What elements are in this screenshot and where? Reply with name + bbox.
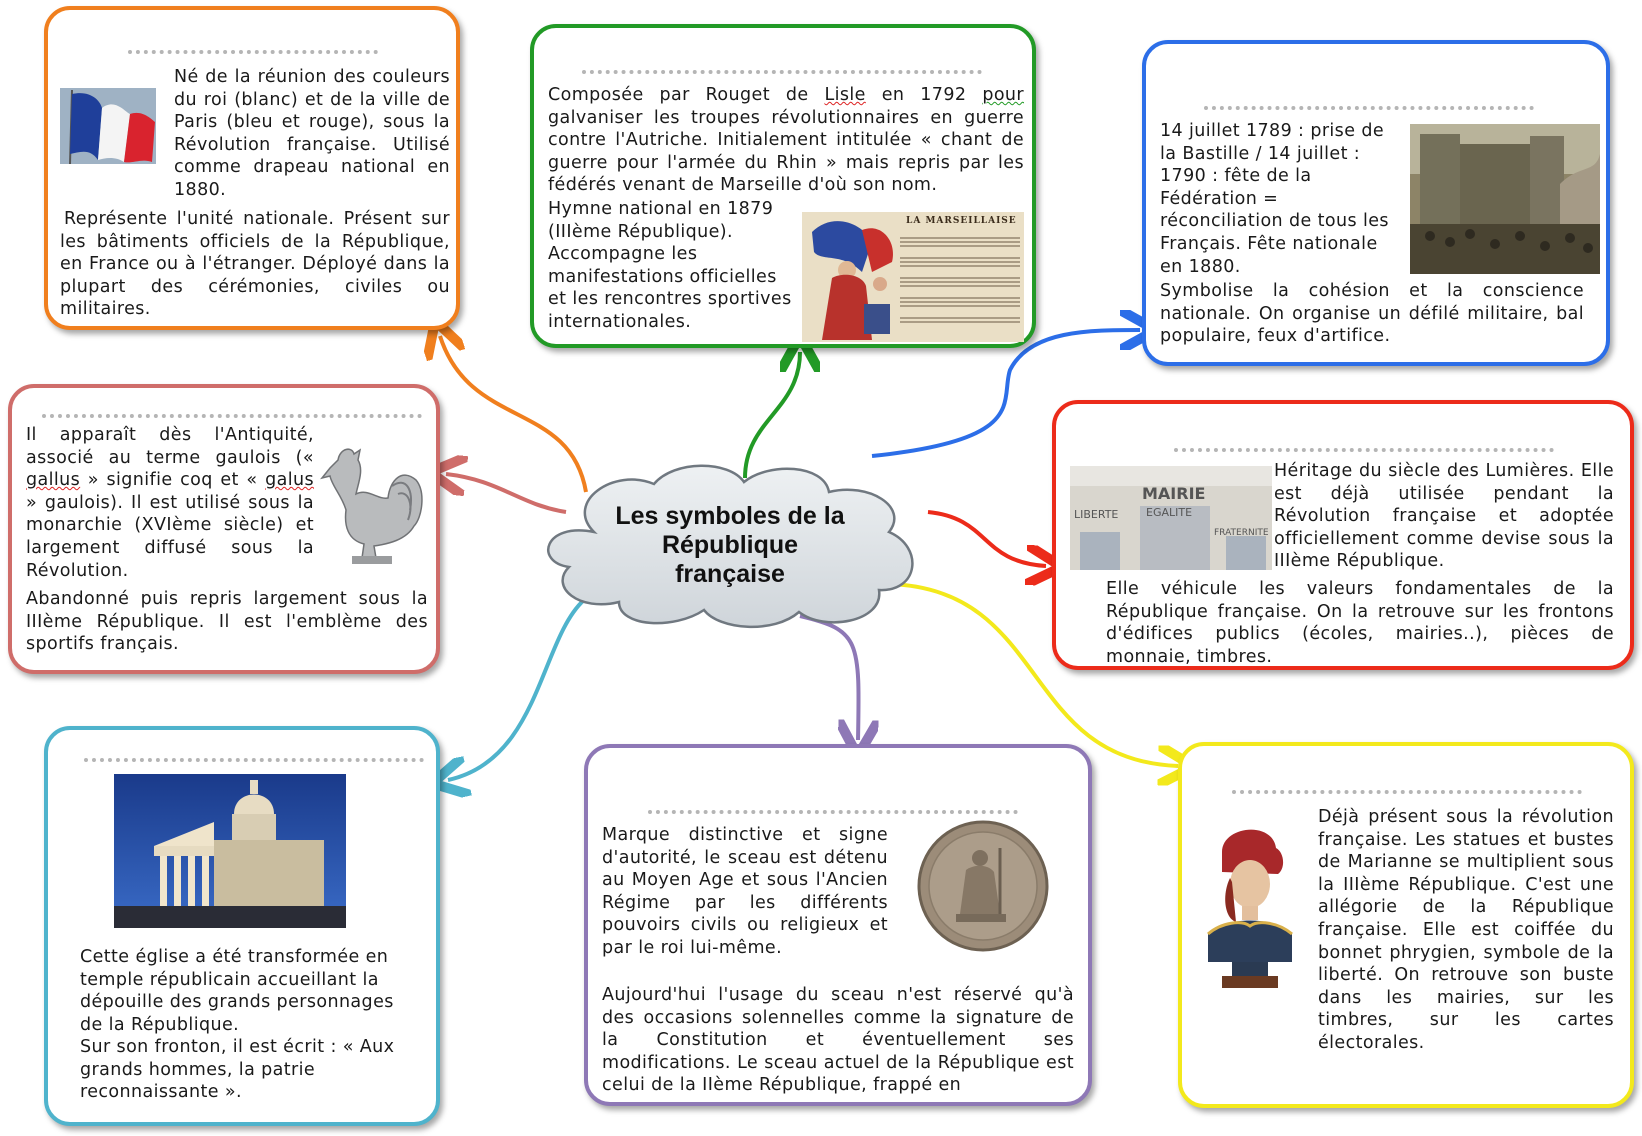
sceau-text-bottom: Aujourd'hui l'usage du sceau n'est réservé qu'à des occasions solennelles comme la signature de la Constitution et éventuellement ses modifications. Le sceau actuel de la République est celui de la IIème République, frappé en: [602, 985, 1074, 1096]
bastille-image: [1410, 124, 1600, 274]
marianne-image: [1192, 822, 1304, 992]
fete-text-bottom: Symbolise la cohésion et la conscience nationale. On organise un défilé militaire, bal populaire, feux d'artifice.: [1160, 281, 1584, 347]
marseillaise-caption: LA MARSEILLAISE: [906, 216, 1017, 226]
hymne-lisle: Lisle: [824, 85, 866, 105]
node-fete: [1142, 40, 1610, 366]
title-placeholder: [648, 810, 1018, 814]
center-title-line3: française: [675, 560, 785, 588]
flag-image: [60, 88, 156, 164]
node-hymne: [530, 24, 1036, 348]
fraternite-label: FRATERNITE: [1214, 528, 1269, 538]
pantheon-text-a: Cette église a été transformée en temple républicain accueillant la dépouille des grands personnages de la République.: [80, 947, 394, 1035]
pantheon-text-b: Sur son fronton, il est écrit : « Aux grands hommes, la patrie reconnaissante ».: [80, 1037, 395, 1103]
sceau-text-top: Marque distinctive et signe d'autorité, le sceau est détenu au Moyen Age et sous l'Ancien Régime par les différents pouvoirs civils ou religieux et par le roi lui-même.: [602, 825, 888, 958]
node-sceau: [584, 744, 1092, 1106]
sceau-image: [914, 818, 1052, 954]
marseillaise-image: [802, 212, 1024, 342]
arrow-devise: [928, 512, 1046, 566]
coq-line1: Il apparaît dès l'Antiquité, associé au terme gaulois: [26, 425, 314, 468]
node-coq: [8, 384, 440, 674]
mairie-label: MAIRIE: [1142, 484, 1206, 503]
pantheon-image: [114, 774, 346, 928]
devise-text-right: Héritage du siècle des Lumières. Elle est déjà utilisée pendant la Révolution française et adoptée officiellement comme devise sous la IIIème République.: [1274, 461, 1614, 572]
title-placeholder: [128, 50, 378, 54]
hymne-text-c: galvaniser les troupes révolutionnaires en guerre contre l'Autriche. Initialement intitulée « chant de guerre pour l'armée du Rhin » mais repris par les fédérés venant de Marseille d'où son nom.: [548, 107, 1024, 196]
title-placeholder: [1204, 106, 1534, 110]
arrow-hymne: [745, 352, 800, 478]
coq-line3b: » gaulois). Il est utilisé sous la monarchie (XVIème siècle) et largement diffusé sous la Révolution.: [26, 492, 314, 581]
mairie-image: [1070, 466, 1272, 570]
drapeau-text-bottom: Représente l'unité nationale. Présent sur les bâtiments officiels de la République, en France ou à l'étranger. Déployé dans la plupart des cérémonies, civiles ou militaires.: [60, 209, 450, 320]
fete-text-left: 14 juillet 1789 : prise de la Bastille / 14 juillet : 1790 : fête de la Fédération = réconciliation de tous les Français. Fête nationale en 1880.: [1160, 121, 1389, 277]
title-placeholder: [1174, 448, 1554, 452]
coq-text-bottom: Abandonné puis repris largement sous la IIIème République. Il est l'emblème des sportifs français.: [26, 589, 428, 655]
liberte-label: LIBERTE: [1074, 508, 1119, 521]
node-pantheon: [44, 726, 440, 1126]
drapeau-text-top: Né de la réunion des couleurs du roi (blanc) et de la ville de Paris (bleu et rouge), sous la Révolution française. Utilisé comme drapeau national en 1880.: [174, 67, 450, 200]
title-placeholder: [84, 758, 424, 762]
center-title-line2: République: [661, 531, 799, 559]
node-devise: [1052, 400, 1634, 670]
center-title: [580, 502, 880, 589]
node-marianne: [1178, 742, 1634, 1108]
coq-gallus: gallus: [26, 470, 81, 491]
hymne-text-left: Hymne national en 1879 (IIIème République). Accompagne les manifestations officielles et les rencontres sportives internationales.: [548, 199, 792, 332]
hymne-pour: pour: [982, 85, 1025, 105]
marianne-text: Déjà présent sous la révolution française. Les statues et bustes de Marianne se multiplient sous la IIIème République. C'est une allégorie de la République française. Elle est coiffée du bonnet phrygien, symbole de la liberté. On retrouve son buste dans les mairies, sur les timbres, sur les cartes électorales.: [1318, 807, 1614, 1053]
hymne-text-a: Composée par Rouget de: [548, 85, 825, 105]
egalite-label: EGALITE: [1146, 506, 1193, 519]
title-placeholder: [582, 70, 982, 74]
devise-text-bottom: Elle véhicule les valeurs fondamentales de la République française. On la retrouve sur les frontons d'édifices publics (écoles, mairies..), pièces de monnaie, timbres.: [1106, 579, 1614, 667]
coq-line2b: » signifie coq et: [80, 470, 239, 491]
coq-image: [318, 440, 428, 566]
hymne-text-b: en 1792: [865, 85, 983, 105]
arrow-sceau: [800, 616, 859, 740]
center-title-line1: Les symboles de la: [615, 502, 845, 530]
title-placeholder: [42, 414, 422, 418]
node-drapeau: [44, 6, 460, 330]
title-placeholder: [1232, 790, 1582, 794]
hymne-text-top: [548, 84, 1024, 197]
coq-line3a: «: [246, 470, 266, 491]
coq-line2a: («: [295, 447, 314, 468]
coq-text-top: [26, 424, 314, 582]
coq-galus: galus: [265, 470, 315, 491]
